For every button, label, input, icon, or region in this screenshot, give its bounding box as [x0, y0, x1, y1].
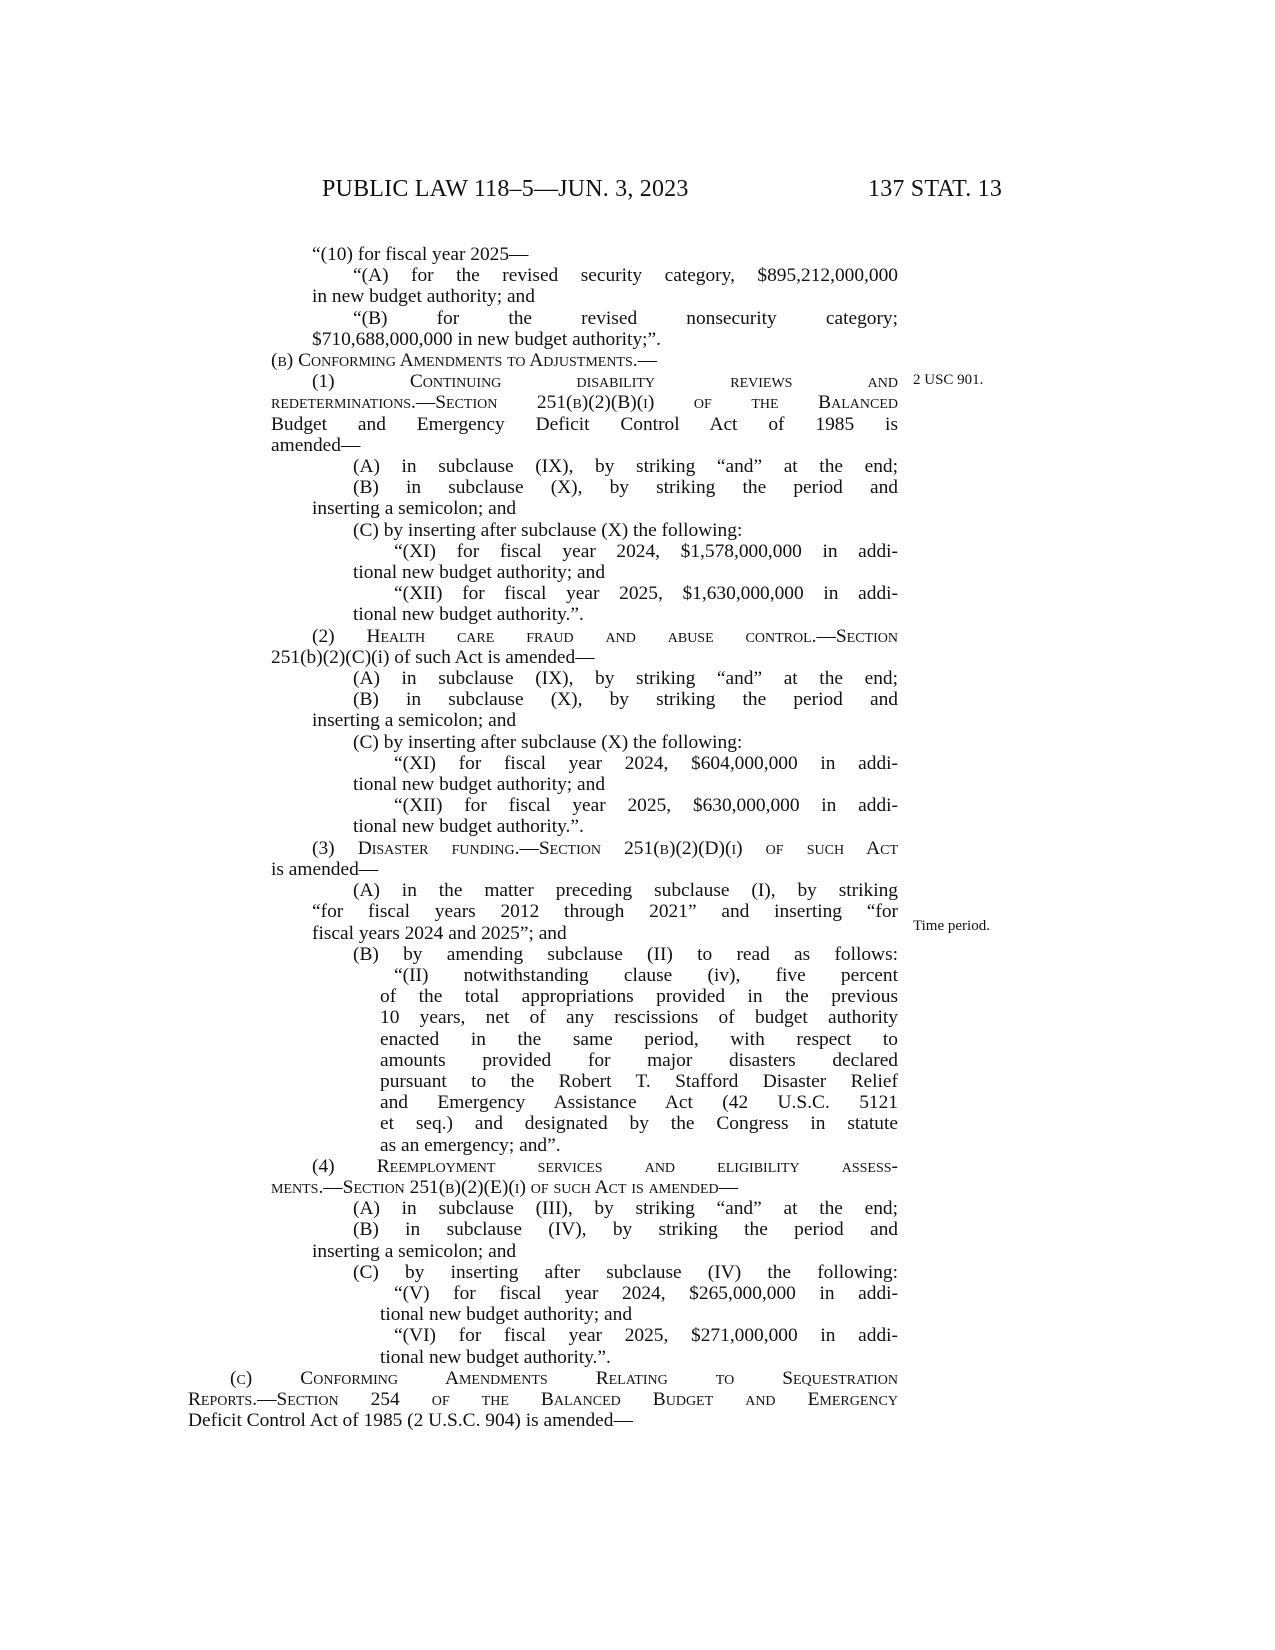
text-line: (B) by amending subclause (II) to read as follows: [353, 943, 898, 965]
text-line: Deficit Control Act of 1985 (2 U.S.C. 904) is amended— [188, 1410, 633, 1432]
text-line: et seq.) and designated by the Congress in statute [380, 1113, 898, 1135]
text-line: amounts provided for major disasters declared [380, 1049, 898, 1071]
text-line: (A) in subclause (IX), by striking “and” at the end; [353, 668, 898, 690]
running-header-left: PUBLIC LAW 118–5—JUN. 3, 2023 [322, 176, 689, 202]
heading-run: (3) Disaster funding.—Section 251(b)(2)(D)(i) of such Act [312, 837, 898, 859]
text-line: and Emergency Assistance Act (42 U.S.C. 5121 [380, 1092, 898, 1114]
text-line: “(XI) for fiscal year 2024, $1,578,000,000 in addi- [394, 540, 898, 562]
text-line [230, 626, 898, 647]
text-line: inserting a semicolon; and [312, 498, 517, 520]
document-body [188, 244, 898, 1432]
text-line: “(VI) for fiscal year 2025, $271,000,000 in addi- [394, 1325, 898, 1347]
text-line: in new budget authority; and [312, 286, 535, 308]
text-line: “(XII) for fiscal year 2025, $1,630,000,000 in addi- [394, 583, 898, 605]
paragraph-heading: (1) Continuing disability reviews and [312, 371, 898, 393]
text-line: tional new budget authority.”. [353, 604, 584, 626]
heading-run: redeterminations.—Section 251(b)(2)(B)(i) of the Balanced [271, 392, 898, 414]
text-line: is amended— [271, 858, 379, 880]
heading-run: Reports.—Section 254 of the Balanced Budget and Emergency [188, 1388, 898, 1410]
text-line: “(B) for the revised nonsecurity category; [353, 307, 898, 329]
text-line: pursuant to the Robert T. Stafford Disaster Relief [380, 1070, 898, 1092]
heading-run: (2) Health care fraud and abuse control.—Section [312, 625, 898, 647]
subsection-heading: (b) Conforming Amendments to Adjustments.— [271, 350, 657, 372]
text-line [230, 1177, 898, 1198]
text-line: inserting a semicolon; and [312, 1240, 517, 1262]
text-line: (A) in subclause (III), by striking “and” at the end; [353, 1198, 898, 1220]
text-line: enacted in the same period, with respect to [380, 1028, 898, 1050]
margin-note-time-period: Time period. [913, 918, 990, 934]
text-line: tional new budget authority; and [380, 1304, 633, 1326]
text-line: tional new budget authority; and [353, 562, 606, 584]
text-line: “(XII) for fiscal year 2025, $630,000,000 in addi- [394, 795, 898, 817]
text-line: (C) by inserting after subclause (X) the following: [353, 519, 743, 541]
heading-run: (4) Reemployment services and eligibility assess- [312, 1155, 898, 1177]
text-line: tional new budget authority.”. [353, 816, 584, 838]
text-line: inserting a semicolon; and [312, 710, 517, 732]
subsection-heading: (c) Conforming Amendments Relating to Sequestration [230, 1367, 898, 1389]
text-line [230, 838, 898, 859]
text-line: (C) by inserting after subclause (X) the following: [353, 731, 743, 753]
text-line: “(10) for fiscal year 2025— [312, 244, 529, 265]
text-line: $710,688,000,000 in new budget authority;”. [312, 328, 661, 350]
text-line [230, 1156, 898, 1177]
text-line: (B) in subclause (X), by striking the period and [353, 477, 898, 499]
text-line: 251(b)(2)(C)(i) of such Act is amended— [271, 646, 595, 668]
text-line [188, 1389, 898, 1410]
heading-run: ments.—Section 251(b)(2)(E)(i) of such Act is amended— [271, 1176, 739, 1198]
text-line: fiscal years 2024 and 2025”; and [312, 922, 567, 944]
text-line: (A) in the matter preceding subclause (I), by striking [353, 880, 898, 902]
text-line: “(II) notwithstanding clause (iv), five percent [394, 964, 898, 986]
text-line: Budget and Emergency Deficit Control Act of 1985 is [271, 413, 898, 435]
text-line: “(XI) for fiscal year 2024, $604,000,000 in addi- [394, 752, 898, 774]
text-line: of the total appropriations provided in the previous [380, 986, 898, 1008]
text-line: 10 years, net of any rescissions of budget authority [380, 1007, 898, 1029]
text-line: tional new budget authority; and [353, 774, 606, 796]
text-line: “(A) for the revised security category, $895,212,000,000 [353, 265, 898, 287]
text-line: (A) in subclause (IX), by striking “and” at the end; [353, 456, 898, 478]
text-line: (C) by inserting after subclause (IV) the following: [353, 1261, 898, 1283]
text-line: amended— [271, 434, 361, 456]
page-number-header: 137 STAT. 13 [868, 176, 1003, 202]
text-line: as an emergency; and”. [380, 1134, 561, 1156]
text-line: (B) in subclause (X), by striking the period and [353, 689, 898, 711]
text-line: “(V) for fiscal year 2024, $265,000,000 in addi- [394, 1282, 898, 1304]
margin-note-usc: 2 USC 901. [913, 372, 984, 388]
text-line: tional new budget authority.”. [380, 1346, 611, 1368]
text-line: (B) in subclause (IV), by striking the period and [353, 1219, 898, 1241]
text-line: “for fiscal years 2012 through 2021” and inserting “for [312, 901, 898, 923]
text-line [230, 392, 898, 413]
